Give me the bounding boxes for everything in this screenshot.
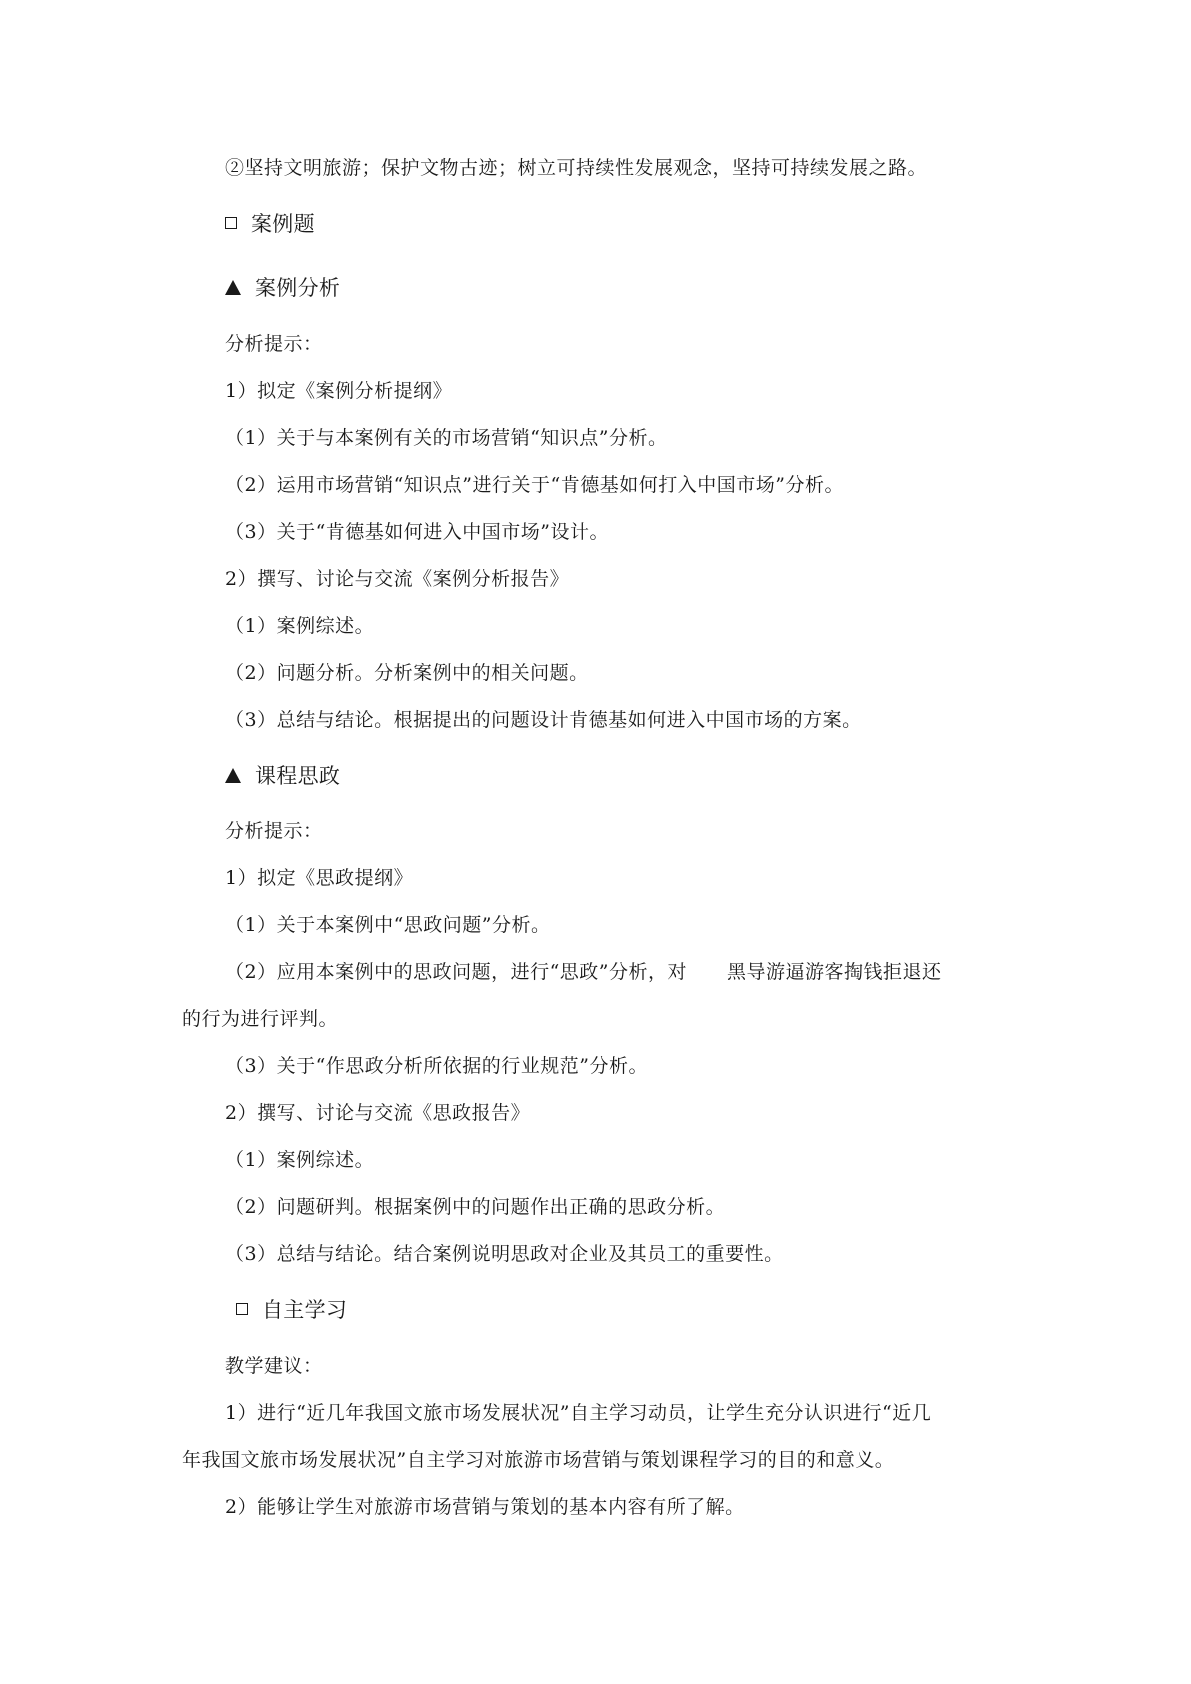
square-bullet-icon <box>225 217 237 229</box>
text-line: 2）撰写、讨论与交流《案例分析报告》 <box>225 568 570 590</box>
text-line: 分析提示： <box>225 820 323 842</box>
text-line: 1）拟定《案例分析提纲》 <box>225 380 453 402</box>
triangle-bullet-icon <box>225 280 241 295</box>
subsection-heading <box>225 764 340 788</box>
subsection-heading-label: 课程思政 <box>255 764 341 788</box>
text-line: （1）关于与本案例有关的市场营销“知识点”分析。 <box>225 427 668 449</box>
section-heading <box>225 212 315 236</box>
text-line-part: 黑导游逼游客掏钱拒退还 <box>727 961 942 983</box>
triangle-bullet-icon <box>225 768 241 783</box>
text-line: （3）总结与结论。根据提出的问题设计肯德基如何进入中国市场的方案。 <box>225 709 862 731</box>
text-line: （1）案例综述。 <box>225 1149 375 1171</box>
text-line: 年我国文旅市场发展状况”自主学习对旅游市场营销与策划课程学习的目的和意义。 <box>182 1449 895 1471</box>
text-line: （2）问题分析。分析案例中的相关问题。 <box>225 662 589 684</box>
text-line: （2）运用市场营销“知识点”进行关于“肯德基如何打入中国市场”分析。 <box>225 474 844 496</box>
text-line: （3）总结与结论。结合案例说明思政对企业及其员工的重要性。 <box>225 1243 784 1265</box>
section-heading <box>236 1298 347 1322</box>
section-heading-label: 案例题 <box>251 212 315 236</box>
text-line: （1）关于本案例中“思政问题”分析。 <box>225 914 551 936</box>
text-line: （3）关于“肯德基如何进入中国市场”设计。 <box>225 521 610 543</box>
text-line: ②坚持文明旅游；保护文物古迹；树立可持续性发展观念，坚持可持续发展之路。 <box>225 157 928 179</box>
text-line: 2）撰写、讨论与交流《思政报告》 <box>225 1102 531 1124</box>
text-line: 1）进行“近几年我国文旅市场发展状况”自主学习动员，让学生充分认识进行“近几 <box>225 1402 932 1424</box>
subsection-heading-label: 案例分析 <box>255 276 341 300</box>
text-line: 2）能够让学生对旅游市场营销与策划的基本内容有所了解。 <box>225 1496 745 1518</box>
subsection-heading <box>225 276 340 300</box>
section-heading-label: 自主学习 <box>262 1298 348 1322</box>
text-line <box>225 960 942 984</box>
text-line-part: （2）应用本案例中的思政问题，进行“思政”分析，对 <box>225 961 688 983</box>
text-line: 的行为进行评判。 <box>182 1008 339 1030</box>
text-line: 分析提示： <box>225 333 323 355</box>
text-line: （1）案例综述。 <box>225 615 375 637</box>
text-line: 1）拟定《思政提纲》 <box>225 867 414 889</box>
text-line: （3）关于“作思政分析所依据的行业规范”分析。 <box>225 1055 649 1077</box>
text-line: 教学建议： <box>225 1355 323 1377</box>
text-line: （2）问题研判。根据案例中的问题作出正确的思政分析。 <box>225 1196 726 1218</box>
square-bullet-icon <box>236 1303 248 1315</box>
